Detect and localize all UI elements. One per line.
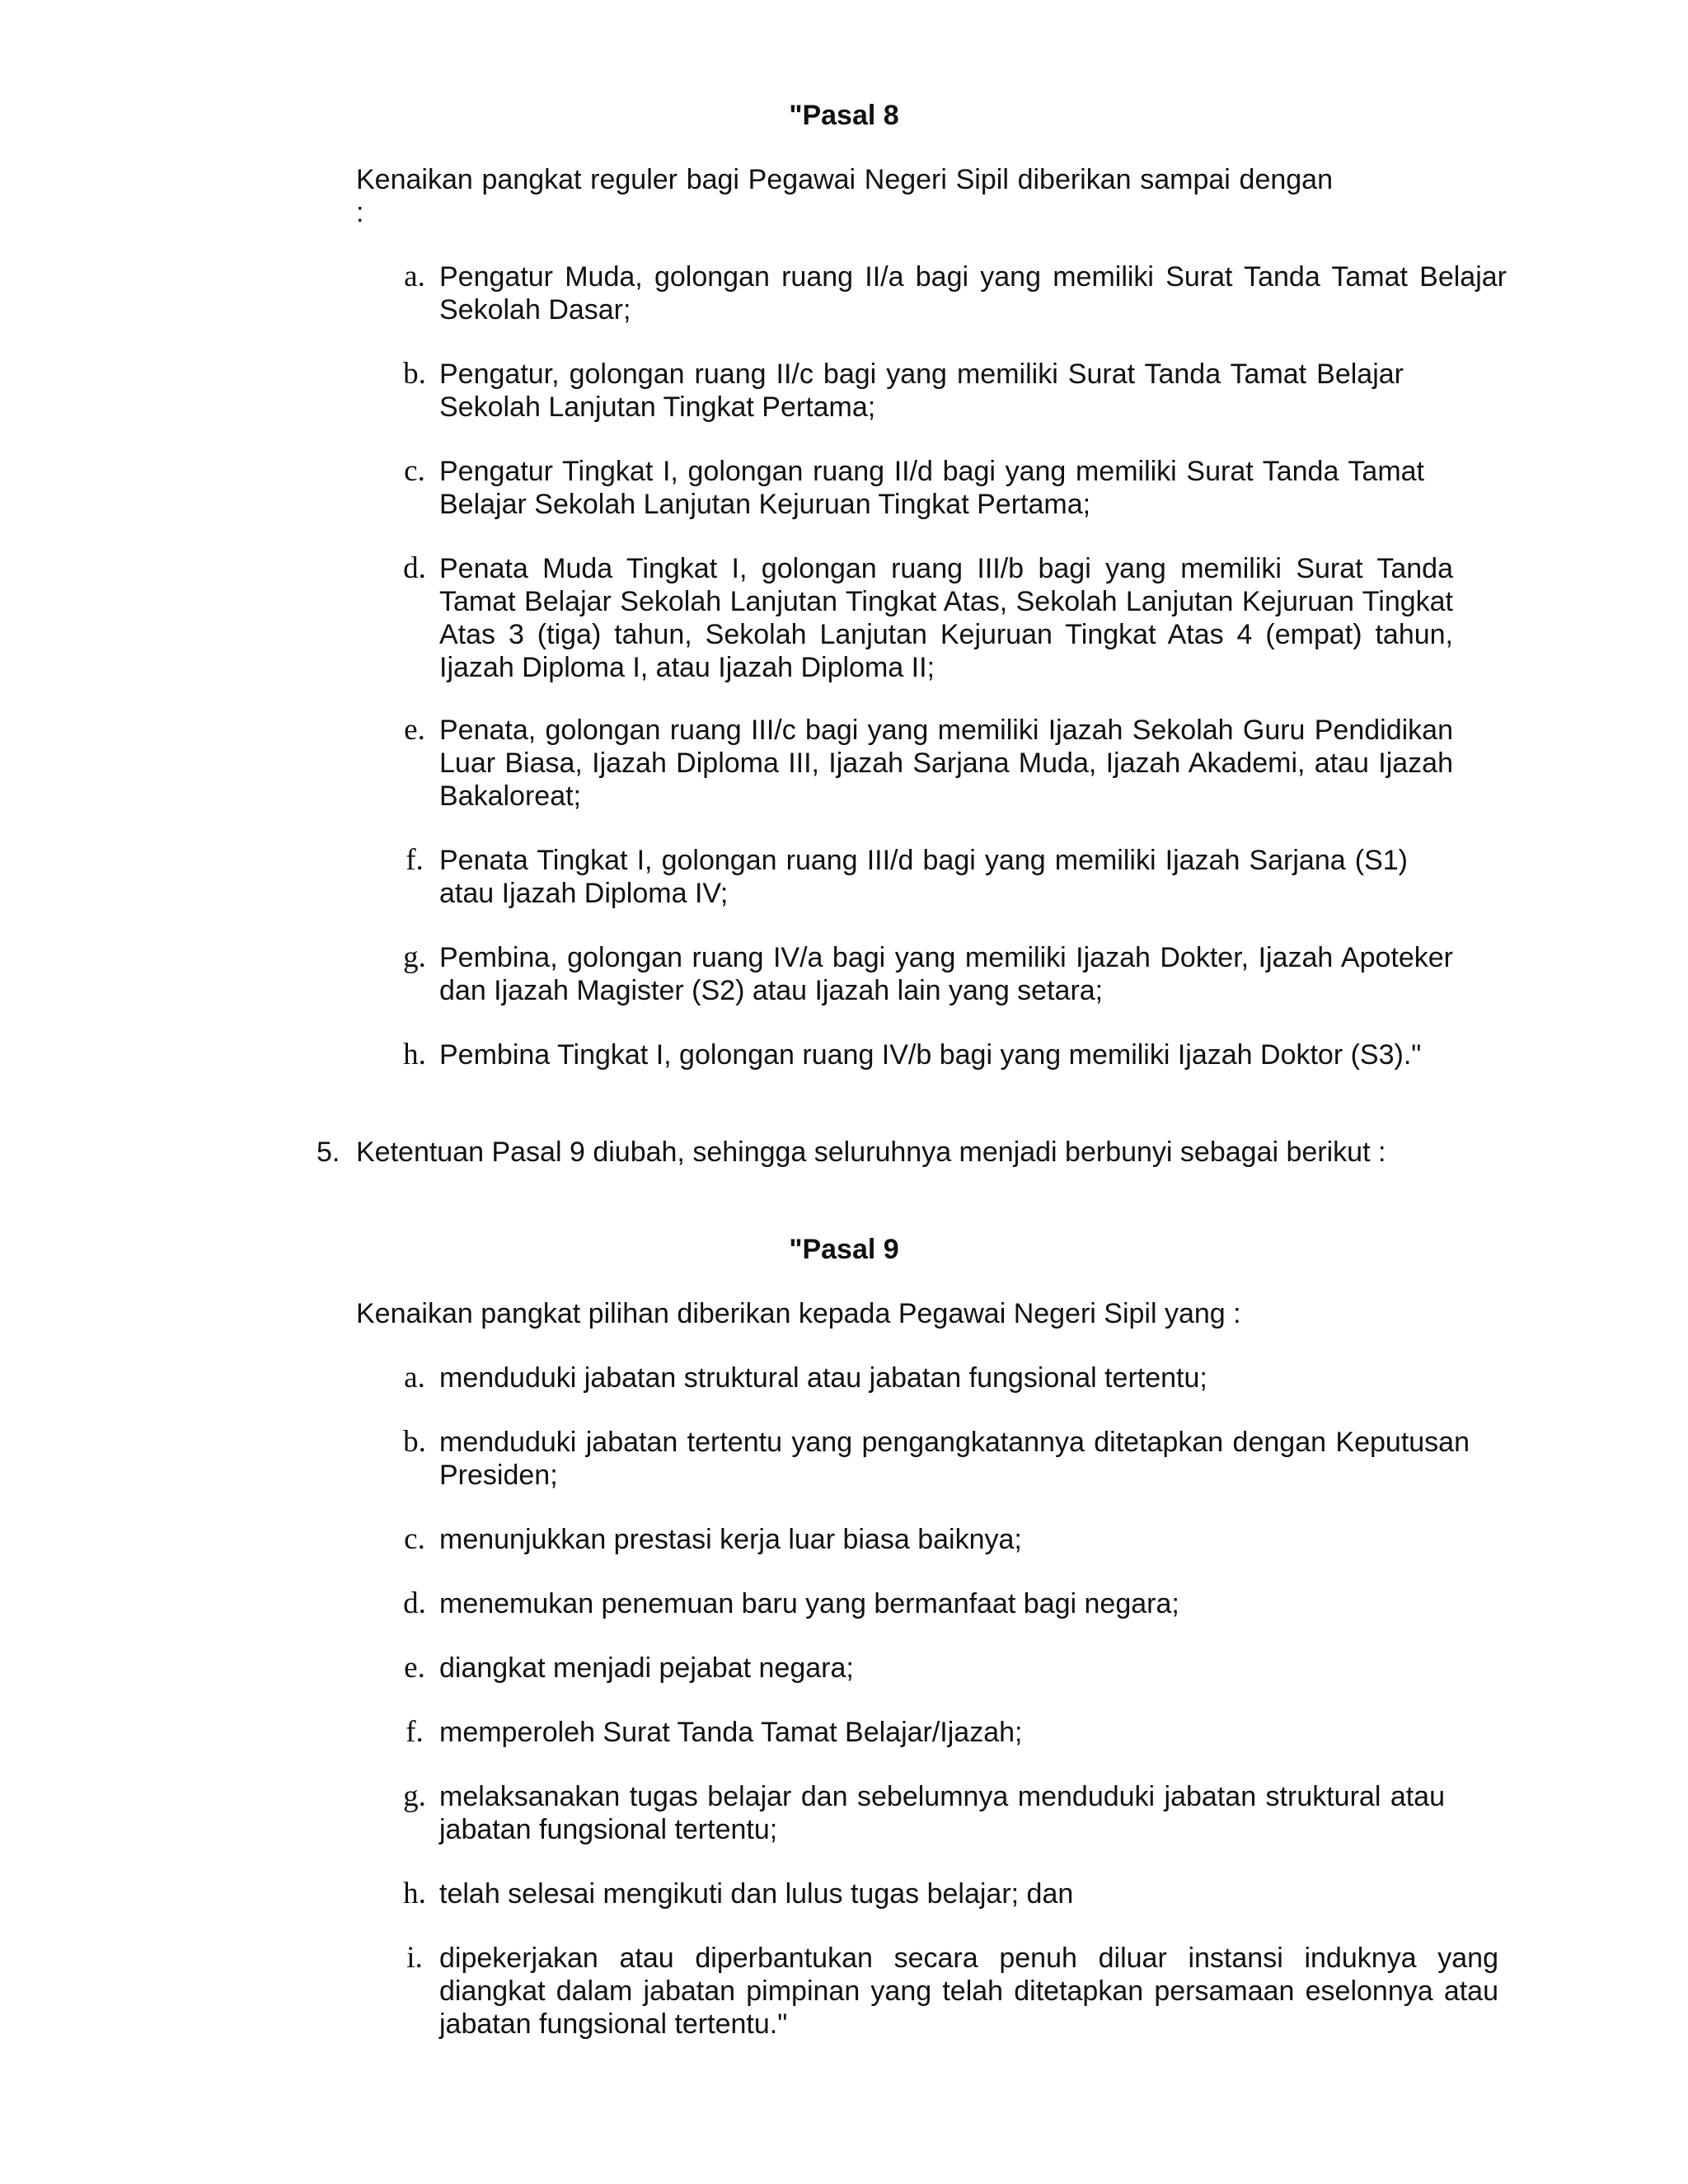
item-letter: d. [403, 551, 426, 585]
item-letter: b. [403, 357, 426, 391]
item-text: Penata Tingkat I, golongan ruang III/d bagi yang memiliki Ijazah Sarjana (S1) atau Ijazah Diploma IV; [439, 845, 1408, 909]
item-letter: e. [404, 713, 425, 747]
point-text: Ketentuan Pasal 9 diubah, sehingga seluruhnya menjadi berbunyi sebagai berikut : [356, 1137, 1386, 1168]
item-text: diangkat menjadi pejabat negara; [439, 1652, 854, 1684]
pasal-8-intro: Kenaikan pangkat reguler bagi Pegawai Negeri Sipil diberikan sampai dengan : [356, 164, 1333, 228]
item-text: dipekerjakan atau diperbantukan secara penuh diluar instansi induknya yang diangkat dalam jabatan pimpinan yang telah ditetapkan persamaan eselonnya atau jabatan fungsional tertentu." [439, 1943, 1498, 2040]
item-text: menunjukkan prestasi kerja luar biasa baiknya; [439, 1524, 1022, 1555]
item-letter: b. [403, 1425, 426, 1459]
item-letter: i. [406, 1941, 423, 1975]
item-text: Pengatur, golongan ruang II/c bagi yang memiliki Surat Tanda Tamat Belajar Sekolah Lanjutan Tingkat Pertama; [439, 359, 1404, 423]
item-letter: c. [404, 1522, 425, 1556]
item-text: Pengatur Tingkat I, golongan ruang II/d bagi yang memiliki Surat Tanda Tamat Belajar Sekolah Lanjutan Kejuruan Tingkat Pertama; [439, 456, 1424, 520]
item-text: memperoleh Surat Tanda Tamat Belajar/Ijazah; [439, 1717, 1023, 1748]
item-text: telah selesai mengikuti dan lulus tugas belajar; dan [439, 1878, 1074, 1910]
item-letter: c. [404, 454, 425, 488]
item-letter: d. [403, 1586, 426, 1620]
pasal-8-heading: "Pasal 8 [789, 100, 899, 131]
item-letter: g. [403, 1779, 426, 1813]
item-letter: e. [404, 1651, 425, 1685]
pasal-9-heading: "Pasal 9 [789, 1234, 899, 1265]
item-text: menduduki jabatan tertentu yang pengangkatannya ditetapkan dengan Keputusan Presiden; [439, 1427, 1470, 1491]
item-text: melaksanakan tugas belajar dan sebelumnya menduduki jabatan struktural atau jabatan fungsional tertentu; [439, 1781, 1445, 1845]
item-text: menemukan penemuan baru yang bermanfaat bagi negara; [439, 1588, 1179, 1619]
item-text: Pembina, golongan ruang IV/a bagi yang memiliki Ijazah Dokter, Ijazah Apoteker dan Ijazah Magister (S2) atau Ijazah lain yang setara; [439, 942, 1453, 1006]
item-text: Pengatur Muda, golongan ruang II/a bagi yang memiliki Surat Tanda Tamat Belajar Sekolah Dasar; [439, 261, 1507, 326]
item-letter: h. [403, 1877, 426, 1910]
item-letter: a. [404, 260, 425, 293]
item-text: Penata, golongan ruang III/c bagi yang memiliki Ijazah Sekolah Guru Pendidikan Luar Biasa, Ijazah Diploma III, Ijazah Sarjana Muda, Ijazah Akademi, atau Ijazah Bakaloreat; [439, 715, 1453, 812]
pasal-9-intro: Kenaikan pangkat pilihan diberikan kepada Pegawai Negeri Sipil yang : [356, 1298, 1241, 1329]
item-letter: f. [406, 1715, 424, 1749]
item-letter: g. [403, 940, 426, 974]
item-letter: f. [406, 843, 424, 877]
point-number: 5. [316, 1137, 340, 1168]
item-text: menduduki jabatan struktural atau jabatan fungsional tertentu; [439, 1362, 1207, 1394]
item-letter: a. [404, 1361, 425, 1394]
item-text: Pembina Tingkat I, golongan ruang IV/b bagi yang memiliki Ijazah Doktor (S3)." [439, 1039, 1422, 1071]
item-letter: h. [403, 1038, 426, 1071]
item-text: Penata Muda Tingkat I, golongan ruang III/b bagi yang memiliki Surat Tanda Tamat Belajar Sekolah Lanjutan Tingkat Atas, Sekolah Lanjutan Kejuruan Tingkat Atas 3 (tiga) tahun, Sekolah Lanjutan Kejuruan Tingkat Atas 4 (empat) tahun, Ijazah Diploma I, atau Ijazah Diploma II; [439, 553, 1453, 683]
